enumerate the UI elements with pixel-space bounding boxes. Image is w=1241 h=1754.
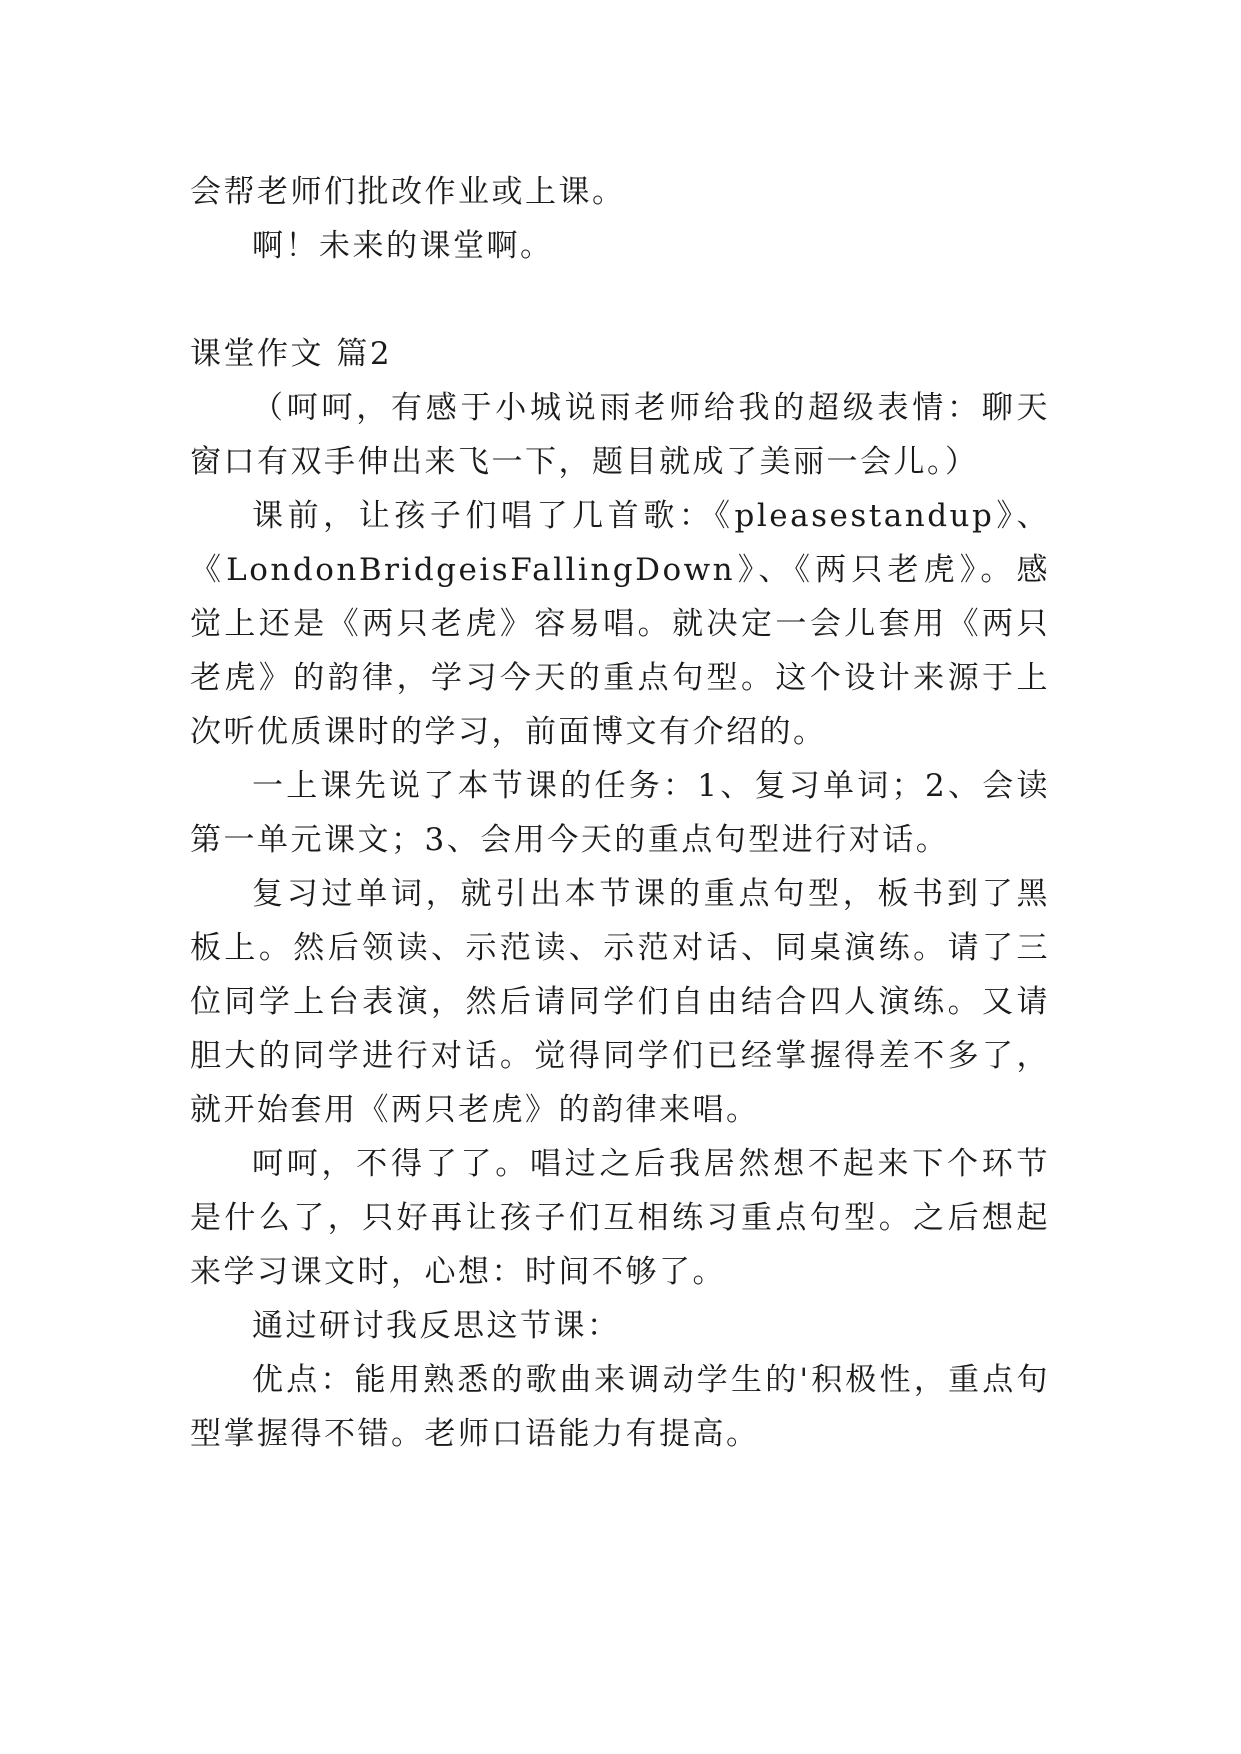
paragraph: 通过研讨我反思这节课： [252,1308,621,1344]
paragraph: 复习过单词，就引出本节课的重点句型，板书到了黑板上。然后领读、示范读、示范对话、同桌演练。请了三位同学上台表演，然后请同学们自由结合四人演练。又请胆大的同学进行对话。觉得同学们已经掌握得差不多了，就开始套用《两只老虎》的韵律来唱。 [190,876,1050,1128]
paragraph: 呵呵，不得了了。唱过之后我居然想不起来下个环节是什么了，只好再让孩子们互相练习重点句型。之后想起来学习课文时，心想：时间不够了。 [190,1146,1050,1290]
paragraph: 优点：能用熟悉的歌曲来调动学生的'积极性，重点句型掌握得不错。老师口语能力有提高。 [190,1362,1050,1452]
paragraph: 课前，让孩子们唱了几首歌：《pleasestandup》、《LondonBridgeisFallingDown》、《两只老虎》。感觉上还是《两只老虎》容易唱。就决定一会儿套用《两只老虎》的韵律，学习今天的重点句型。这个设计来源于上次听优质课时的学习，前面博文有介绍的。 [190,498,1050,750]
document-body [190,165,1050,1461]
closing-line: 啊！未来的课堂啊。 [252,228,554,264]
section-title: 课堂作文 篇2 [190,336,393,372]
carryover-line: 会帮老师们批改作业或上课。 [190,174,626,210]
section-gap [190,273,1050,327]
paragraph: （呵呵，有感于小城说雨老师给我的超级表情：聊天窗口有双手伸出来飞一下，题目就成了美丽一会儿。） [190,390,1050,480]
paragraph: 一上课先说了本节课的任务：1、复习单词；2、会读第一单元课文；3、会用今天的重点句型进行对话。 [190,768,1050,858]
